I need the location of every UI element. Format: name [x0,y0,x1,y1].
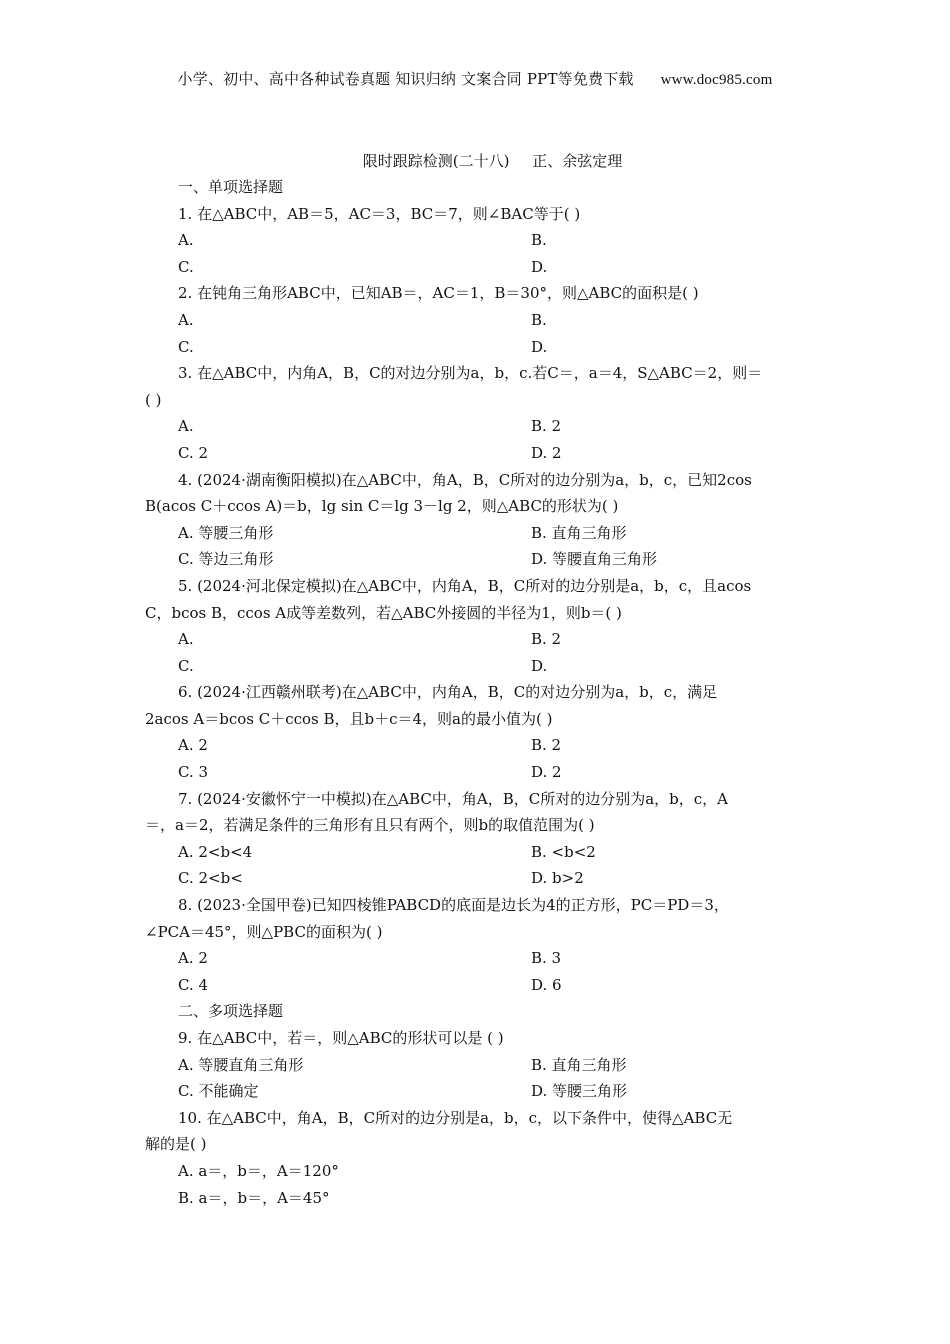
q9-option-c: C. 不能确定 [178,1082,259,1101]
q10-option-a: A. a＝，b＝，A＝120° [178,1161,339,1180]
q8-stem-line1: 8. (2023·全国甲卷)已知四棱锥PABCD的底面是边长为4的正方形，PC＝PD＝3， [178,896,729,915]
q8-option-b: B. 3 [531,949,562,968]
page-title [145,148,810,174]
q1-option-c: C. [178,257,194,276]
q4-options-row2 [145,546,810,573]
q10-option-b: B. a＝，b＝，A＝45° [178,1188,330,1207]
q4-option-b: B. 直角三角形 [531,523,627,542]
q2-options-row1 [145,307,810,334]
section-single-choice: 一、单项选择题 [178,178,284,196]
title-main: 限时跟踪检测(二十八) [362,152,510,170]
q9-option-a: A. 等腰直角三角形 [178,1055,304,1074]
q6-stem-line2: 2acos A＝bcos C＋ccos B，且b＋c＝4，则a的最小值为( ) [145,709,553,728]
q1-option-a: A. [178,231,194,250]
q8-stem-line2: ∠PCA＝45°，则△PBC的面积为( ) [145,922,383,941]
header-text: 小学、初中、高中各种试卷真题 知识归纳 文案合同 PPT等免费下载 [177,70,634,88]
q1-option-b: B. [531,231,547,250]
q1-options-row1 [145,227,810,254]
q5-option-a: A. [178,630,194,649]
q6-option-b: B. 2 [531,736,562,755]
q5-stem-line2: C，bcos B，ccos A成等差数列，若△ABC外接圆的半径为1，则b＝( ) [145,603,622,622]
q4-options-row1 [145,520,810,547]
q7-option-d: D. b>2 [531,869,584,888]
q1-options-row2 [145,254,810,281]
q3-option-d: D. 2 [531,443,562,462]
q8-option-d: D. 6 [531,975,562,994]
q4-option-d: D. 等腰直角三角形 [531,550,658,569]
q8-option-a: A. 2 [178,949,208,968]
q6-stem-line1: 6. (2024·江西赣州联考)在△ABC中，内角A，B，C的对边分别为a，b，c，满足 [178,683,718,702]
q2-stem: 2. 在钝角三角形ABC中，已知AB＝，AC＝1，B＝30°，则△ABC的面积是( ) [178,284,699,303]
header-site: www.doc985.com [660,72,773,88]
q5-stem-line1: 5. (2024·河北保定模拟)在△ABC中，内角A，B，C所对的边分别是a，b，c，且acos [178,576,752,595]
title-sub: 正、余弦定理 [532,152,623,170]
q1-stem: 1. 在△ABC中，AB＝5，AC＝3，BC＝7，则∠BAC等于( ) [178,204,581,223]
q9-stem: 9. 在△ABC中，若＝，则△ABC的形状可以是 ( ) [178,1029,504,1047]
q2-option-d: D. [531,337,548,356]
q2-option-b: B. [531,310,547,329]
q2-options-row2 [145,334,810,361]
q9-option-d: D. 等腰三角形 [531,1082,628,1101]
q4-option-c: C. 等边三角形 [178,550,274,569]
q5-option-d: D. [531,656,548,675]
q7-options-row2 [145,865,810,892]
q3-option-a: A. [178,417,194,436]
q5-option-b: B. 2 [531,630,562,649]
q9-options-row2 [145,1078,810,1105]
q9-options-row1 [145,1052,810,1079]
q5-options-row2 [145,653,810,680]
q6-option-a: A. 2 [178,736,208,755]
q3-stem-line1: 3. 在△ABC中，内角A，B，C的对边分别为a，b，c.若C＝，a＝4，S△ABC＝2，则＝ [178,364,763,383]
q8-options-row2 [145,972,810,999]
q7-option-a: A. 2<b<4 [178,842,253,861]
q3-options-row2 [145,440,810,467]
q7-options-row1 [145,839,810,866]
q10-stem-line1: 10. 在△ABC中，角A，B，C所对的边分别是a，b，c，以下条件中，使得△ABC无 [178,1108,733,1127]
q3-option-b: B. 2 [531,417,562,436]
q3-stem-line2: ( ) [145,390,162,409]
q4-stem-line2: B(acos C＋ccos A)＝b，lg sin C＝lg 3－lg 2，则△ABC的形状为( ) [145,497,619,516]
q7-stem-line2: ＝，a＝2，若满足条件的三角形有且只有两个，则b的取值范围为( ) [145,816,595,835]
q5-option-c: C. [178,656,194,675]
q1-option-d: D. [531,257,548,276]
q6-options-row2 [145,759,810,786]
worksheet [145,148,810,1211]
q2-option-c: C. [178,337,194,356]
q4-stem-line1: 4. (2024·湖南衡阳模拟)在△ABC中，角A，B，C所对的边分别为a，b，c，已知2cos [178,470,752,489]
q3-option-c: C. 2 [178,443,209,462]
q8-option-c: C. 4 [178,975,209,994]
q10-stem-line2: 解的是( ) [145,1135,207,1154]
q5-options-row1 [145,626,810,653]
q8-options-row1 [145,945,810,972]
q6-option-d: D. 2 [531,763,562,782]
q4-option-a: A. 等腰三角形 [178,523,274,542]
page-header [0,68,950,89]
q7-option-c: C. 2<b< [178,869,243,888]
q6-options-row1 [145,732,810,759]
q7-option-b: B. <b<2 [531,842,596,861]
q7-stem-line1: 7. (2024·安徽怀宁一中模拟)在△ABC中，角A，B，C所对的边分别为a，b，c，A [178,789,728,808]
section-multiple-choice: 二、多项选择题 [178,1002,284,1021]
q2-option-a: A. [178,310,194,329]
q6-option-c: C. 3 [178,763,209,782]
q3-options-row1 [145,413,810,440]
q9-option-b: B. 直角三角形 [531,1055,627,1074]
